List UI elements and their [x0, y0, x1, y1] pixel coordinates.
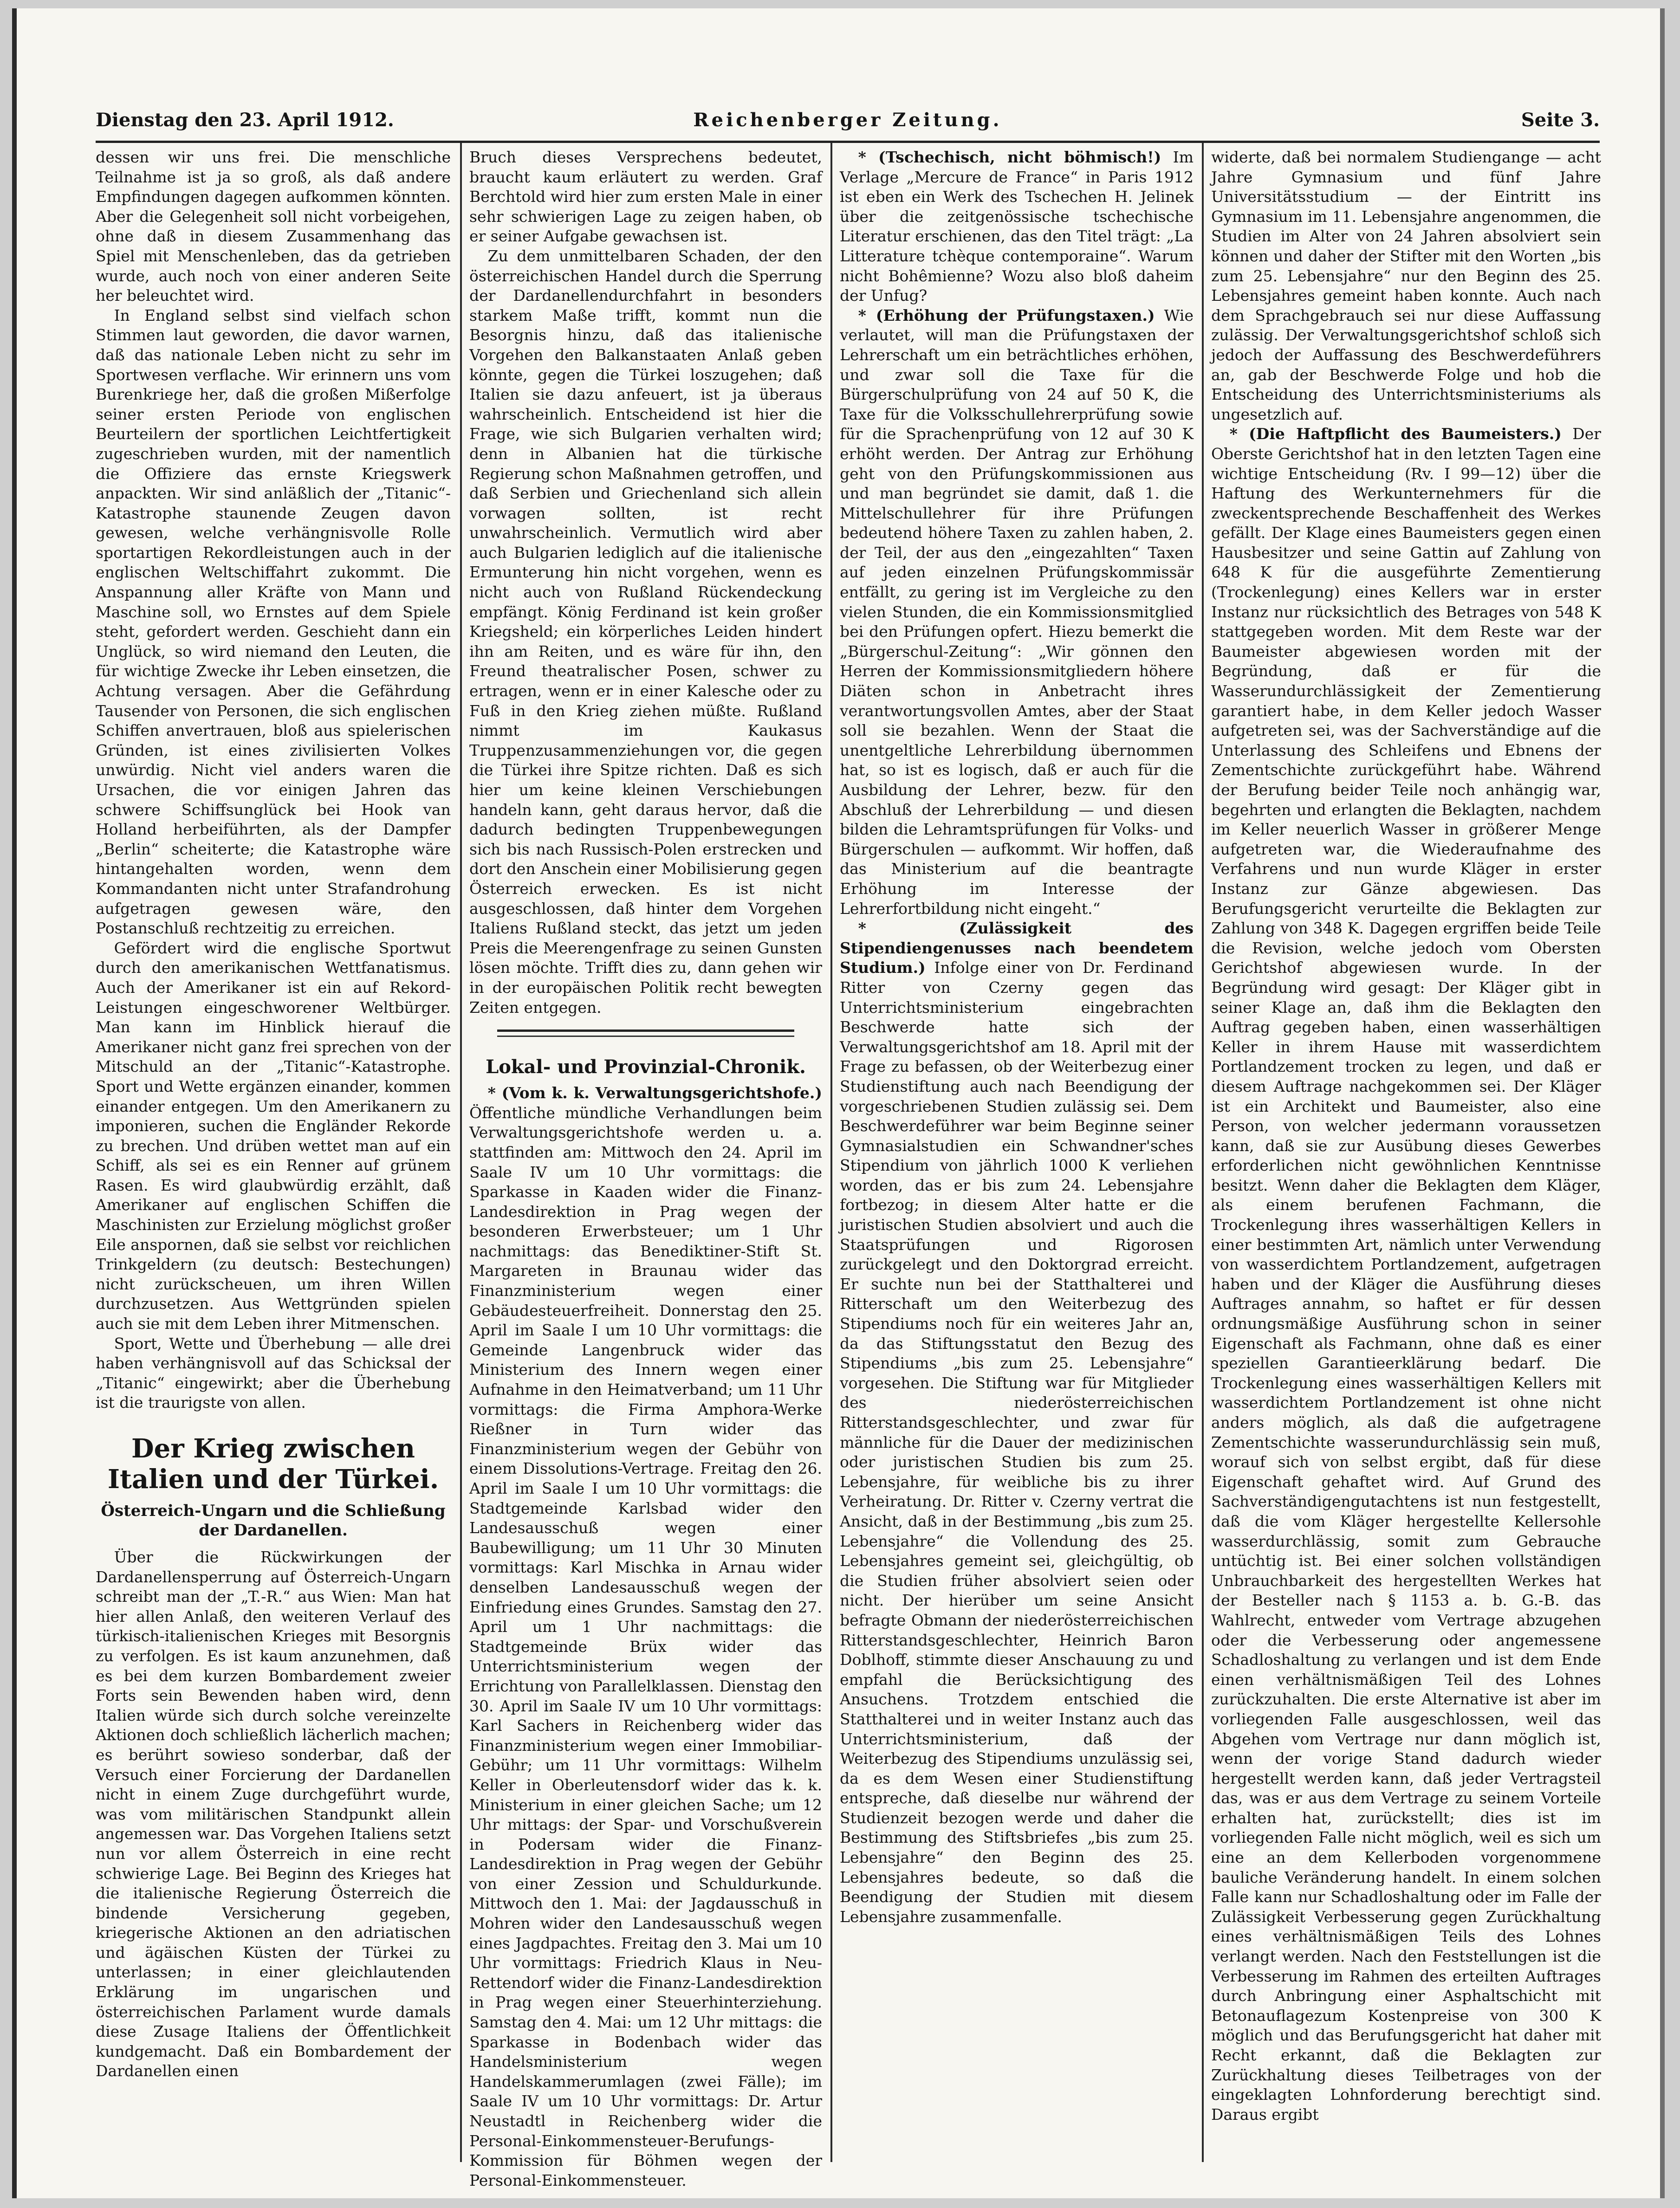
paragraph: Infolge einer von Dr. Ferdinand Ritter von Czerny gegen das Unterrichtsministerium eingebrachten Beschwerde hatte sich der Verwaltungsgerichtshof am 18. April mit der Frage zu befassen, ob der Weiterbezug einer Studienstiftung auch nach Beendigung der vorgeschriebenen Studien zulässig sei. Dem Beschwerdeführer war beim Beginne seiner Gymnasialstudien ein Schwandner'sches Stipendium von jährlich 1000 K verliehen worden, das er bis zum 24. Lebensjahre fortbezog; in diesem Alter hatte er die juristischen Studien absolviert und auch die Staatsprüfungen und Rigorosen zurückgelegt und den Doktorgrad erreicht. Er suchte nun bei der Statthalterei und Ritterschaft um den Weiterbezug des Stipendiums noch für ein weiteres Jahr an, da das Stiftungsstatut den Bezug des Stipendiums „bis zum 25. Lebensjahre“ vorgesehen. Die Stiftung war für Mitglieder des niederösterreichischen Ritterstandsgeschlechter, und zwar für männliche für die Dauer der medizinischen oder juristischen Studien bis zum 25. Lebensjahre, für weibliche bis zu ihrer Verheiratung. Dr. Ritter v. Czerny vertrat die Ansicht, daß in der Bestimmung „bis zum 25. Lebensjahre“ die Vollendung des 25. Lebensjahres gemeint sei, gleichgültig, ob die Studien früher absolviert seien oder nicht. Der hierüber um seine Ansicht befragte Obmann der niederösterreichischen Ritterstandsgeschlechter, Heinrich Baron Doblhoff, stimmte dieser Anschauung zu und empfahl die Berücksichtigung des Ansuchens. Trotzdem entschied die Statthalterei und in weiter Instanz auch das Unterrichtsministerium, daß der Weiterbezug des Stipendiums unzulässig sei, da es dem Wesen einer Studienstiftung entspreche, daß dieselbe nur während der Studienzeit bezogen werde und daher die Bestimmung des Stiftsbriefes „bis zum 25. Lebensjahre“ den Beginn des 25. Lebensjahres bedeute, so daß die Beendigung der Studien mit diesem Lebensjahre zusammenfalle.: [840, 958, 1194, 1926]
paragraph: In England selbst sind vielfach schon Stimmen laut geworden, die davor warnen, daß das nationale Leben nicht zu sehr im Sportwesen verflache. Wir erinnern uns vom Burenkriege her, daß die großen Mißerfolge seiner ersten Periode von englischen Beurteilern der sportlichen Leichtfertigkeit zugeschrieben wurden, mit der namentlich die Offiziere das ernste Kriegswerk anpackten. Wir sind anläßlich der „Titanic“-Katastrophe staunende Zeugen davon gewesen, welche verhängnisvolle Rolle sportartigen Rekordleistungen auch in der englischen Weltschiffahrt zukommt. Die Anspannung aller Kräfte von Mann und Maschine soll, wo Ernstes auf dem Spiele steht, gefordert werden. Geschieht dann ein Unglück, so wird niemand den Leuten, die für wichtige Zwecke ihr Leben einsetzen, die Achtung versagen. Aber die Gefährdung Tausender von Personen, die sich englischen Schiffen anvertrauen, bloß aus spielerischen Gründen, ist eines zivilisierten Volkes unwürdig. Nicht viel anders waren die Ursachen, die vor einigen Jahren das schwere Schiffsunglück bei Hook van Holland herbeiführten, als der Dampfer „Berlin“ scheiterte; die Katastrophe wäre hintangehalten worden, wenn dem Kommandanten nicht unter Strafandrohung aufgetragen gewesen wäre, den Postanschluß rechtzeitig zu erreichen.: [96, 306, 451, 938]
section-divider: [497, 1030, 794, 1032]
paragraph: Wie verlautet, will man die Prüfungstaxen der Lehrerschaft um ein beträchtliches erhöhen, und zwar soll die Taxe für die Bürgerschulprüfung von 24 auf 50 K, die Taxe für die Volksschullehrerprüfung sowie für die Sprachenprüfung von 12 auf 30 K erhöht werden. Der Antrag zur Erhöhung geht von den Prüfungskommissionen aus und man begründet sie damit, daß 1. die Mittelschullehrer für ihre Prüfungen bedeutend höhere Taxen zu zahlen haben, 2. der Teil, der aus den „eingezahlten“ Taxen auf jeden einzelnen Prüfungskommissär entfällt, zu gering ist im Vergleiche zu den vielen Stunden, die ein Kommissionsmitglied bei den Prüfungen opfert. Hiezu bemerkt die „Bürgerschul-Zeitung“: „Wir gönnen den Herren der Kommissionsmitgliedern höhere Diäten schon in Anbetracht ihres verantwortungsvollen Amtes, aber der Staat soll sie bezahlen. Wenn der Staat die unentgeltliche Lehrerbildung übernommen hat, so ist es logisch, daß er auch für die Ausbildung der Lehrer, bezw. für den Abschluß der Lehrerbildung — und diesen bilden die Lehramtsprüfungen für Volks- und Bürgerschulen — aufkommt. Wir hoffen, daß das Ministerium auf die beantragte Erhöhung im Interesse der Lehrerfortbildung nicht eingeht.“: [840, 306, 1194, 918]
column-2: [469, 148, 822, 2189]
paragraph: Bruch dieses Versprechens bedeutet, braucht kaum erläutert zu werden. Graf Berchtold wird hier zum ersten Male in einer sehr schwierigen Lage zu zeigen haben, ob er seiner Aufgabe gewachsen ist.: [469, 148, 822, 246]
paragraph: Über die Rückwirkungen der Dardanellensperrung auf Österreich-Ungarn schreibt man der „T.-R.“ aus Wien: Man hat hier allen Anlaß, den weiteren Verlauf des türkisch-italienischen Krieges mit Besorgnis zu verfolgen. Es ist kaum anzunehmen, daß es bei dem kurzen Bombardement zweier Forts sein Bewenden haben wird, denn Italien würde sich durch solche vereinzelte Aktionen doch schließlich lächerlich machen; es berührt sowieso sonderbar, daß der Versuch einer Forcierung der Dardanellen nicht in einem Zuge durchgeführt wurde, was vom militärischen Standpunkt allein angemessen war. Das Vorgehen Italiens setzt nun vor allem Österreich in eine recht schwierige Lage. Bei Beginn des Krieges hat die italienische Regierung Österreich die bindende Versicherung gegeben, kriegerische Aktionen an den adriatischen und ägäischen Küsten der Türkei zu unterlassen; in einer gleichlautenden Erklärung im ungarischen und österreichischen Parlament wurde damals diese Zusage Italiens der Öffentlichkeit kundgemacht. Daß ein Bombardement der Dardanellen einen: [96, 1548, 451, 2080]
item-rubric: * (Die Haftpflicht des Baumeisters.): [1229, 425, 1562, 443]
item-rubric: * (Vom k. k. Verwaltungsgerichtshofe.): [487, 1084, 822, 1102]
paragraph: Der Oberste Gerichtshof hat in den letzten Tagen eine wichtige Entscheidung (Rv. I 99—12) über die Haftung des Werkunternehmers für die zweckentsprechende Beschaffenheit des Werkes gefällt. Der Klage eines Baumeisters gegen einen Hausbesitzer und seine Gattin auf Zahlung von 648 K für die ausgeführte Zementierung (Trockenlegung) eines Kellers war in erster Instanz nur rücksichtlich des Betrages von 548 K stattgegeben worden. Mit dem Reste war der Baumeister abgewiesen worden mit der Begründung, daß er für die Wasserundurchlässigkeit der Zementierung garantiert habe, in dem Keller jedoch Wasser aufgetreten sei, was der Sachverständige auf die Unterlassung des Schleifens und Ebnens der Zementschichte zurückgeführt habe. Während der Berufung beider Teile noch anhängig war, begehrten und erlangten die Beklagten, nachdem im Keller neuerlich Wasser in größerer Menge aufgetreten war, die Wiederaufnahme des Verfahrens und nun wurde Kläger in erster Instanz zur Gänze abgewiesen. Das Berufungsgericht verurteilte die Beklagten zur Zahlung von 348 K. Dagegen ergriffen beide Teile die Revision, welche jedoch vom Obersten Gerichtshof abgewiesen wurde. In der Begründung wird gesagt: Der Kläger gibt in seiner Klage an, daß ihm die Beklagten den Auftrag gegeben haben, einen wasserhältigen Keller in ihrem Hause mit wasserdichtem Portlandzement trocken zu legen, und daß er diesem Auftrage nachgekommen sei. Der Kläger ist ein Architekt und Baumeister, also eine Person, von welcher jedermann voraussetzen kann, daß sie zur Ausübung dieses Gewerbes erforderlichen nicht gewöhnlichen Kenntnisse besitzt. Wenn daher die Beklagten dem Kläger, als einem berufenen Fachmann, die Trockenlegung ihres wasserhältigen Kellers in einer bestimmten Art, nämlich unter Verwendung von wasserdichtem Portlandzement, aufgetragen haben und der Kläger die Ausführung dieses Auftrages annahm, so haftet er für dessen ordnungsmäßige Ausführung schon in seiner Eigenschaft als Fachmann, ohne daß es einer speziellen Garantieerklärung bedarf. Die Trockenlegung eines wasserhältigen Kellers mit wasserdichtem Portlandzement ist ohne nicht anders möglich, als daß die aufgetragene Zementschichte wasserundurchlässig sein muß, worauf sich von selbst ergibt, daß für diese Eigenschaft gehaftet wird. Auf Grund des Sachverständigengutachtens ist nun festgestellt, daß die vom Kläger hergestellte Kellersohle wasserdurchlässig, somit zum Gebrauche untüchtig ist. Bei einer solchen vollständigen Unbrauchbarkeit des hergestellten Werkes hat der Besteller nach § 1153 a. b. G.-B. das Wahlrecht, entweder vom Vertrage abzugehen oder die Verbesserung oder angemessene Schadloshaltung zu verlangen und ist dem Ende einen verhältnismäßigen Teil des Lohnes zurückzuhalten. Die erste Alternative ist aber im vorliegenden Falle ausgeschlossen, weil das Abgehen vom Vertrage nur dann möglich ist, wenn der vorige Stand dadurch wieder hergestellt werden kann, daß jeder Vertragsteil das, was er aus dem Vertrage zu seinem Vorteile erhalten hat, zurückstellt; dies ist im vorliegenden Falle nicht möglich, weil es sich um eine an dem Kellerboden vorgenommene bauliche Veränderung handelt. In einem solchen Falle kann nur Schadloshaltung oder im Falle der Zulässigkeit Verbesserung gegen Zurückhaltung eines verhältnismäßigen Teils des Lohnes verlangt werden. Nach den Feststellungen ist die Verbesserung im Rahmen des erteilten Auftrages durch Anbringung einer Asphaltschicht mit Betonauflagezum Kostenpreise von 300 K möglich und das Berufungsgericht hat daher mit Recht erkannt, daß die Beklagten zur Zurückhaltung dieses Teilbetrages von der eingeklagten Lohnforderung berechtigt sind. Daraus ergibt: [1211, 425, 1601, 2124]
page-number: Seite 3.: [1521, 109, 1600, 131]
paragraph: Gefördert wird die englische Sportwut durch den amerikanischen Wettfanatismus. Auch der Amerikaner ist ein auf Rekord-Leistungen eingeschworener Weltbürger. Man kann im Hinblick hierauf die Amerikaner nicht ganz frei sprechen von der Mitschuld an der „Titanic“-Katastrophe. Sport und Wette ergänzen einander, kommen einander entgegen. Um den Amerikanern zu imponieren, suchen die Engländer Rekorde zu brechen. Und drüben wettet man auf ein Schiff, als sei es ein Renner auf grünem Rasen. Es wird glaubwürdig erzählt, daß Amerikaner auf englischen Schiffen die Maschinisten zur Erzielung möglichst großer Eile anspornen, daß sie selbst vor reichlichen Trinkgeldern (zu deutsch: Bestechungen) nicht zurückscheuen, um ihren Willen durchzusetzen. Aus Wettgründen spielen auch sie mit dem Leben ihrer Mitmenschen.: [96, 939, 451, 1333]
paragraph: Öffentliche mündliche Verhandlungen beim Verwaltungsgerichtshofe werden u. a. stattfinden am: Mittwoch den 24. April im Saale IV um 10 Uhr vormittags: die Sparkasse in Kaaden wider die Finanz-Landesdirektion in Prag wegen der besonderen Erwerbsteuer; um 1 Uhr nachmittags: das Benediktiner-Stift St. Margareten in Braunau wider das Finanzministerium wegen einer Gebäudesteuerfreiheit. Donnerstag den 25. April im Saale I um 10 Uhr vormittags: die Gemeinde Langenbruck wider das Ministerium des Innern wegen einer Aufnahme in den Heimatverband; um 11 Uhr vormittags: die Firma Amphora-Werke Rießner in Turn wider das Finanzministerium wegen der Gebühr von einem Dissolutions-Vertrage. Freitag den 26. April im Saale I um 10 Uhr vormittags: die Stadtgemeinde Karlsbad wider den Landesausschuß wegen einer Baubewilligung; um 11 Uhr 30 Minuten vormittags: Karl Mischka in Arnau wider denselben Landesausschuß wegen der Einfriedung eines Grundes. Samstag den 27. April um 1 Uhr nachmittags: die Stadtgemeinde Brüx wider das Unterrichtsministerium wegen der Errichtung von Parallelklassen. Dienstag den 30. April im Saale IV um 10 Uhr vormittags: Karl Sachers in Reichenberg wider das Finanzministerium wegen einer Immobiliar-Gebühr; um 11 Uhr vormittags: Wilhelm Keller in Oberleutensdorf wider das k. k. Ministerium in einer gleichen Sache; um 12 Uhr mittags: der Spar- und Vorschußverein in Podersam wider die Finanz-Landesdirektion in Prag wegen der Gebühr von einer Zession und Schuldurkunde. Mittwoch den 1. Mai: der Jagdausschuß in Mohren wider den Landesausschuß wegen eines Jagdpachtes. Freitag den 3. Mai um 10 Uhr vormittags: Friedrich Klaus in Neu-Rettendorf wider die Finanz-Landesdirektion in Prag wegen einer Steuerhinterziehung. Samstag den 4. Mai: um 12 Uhr mittags: die Sparkasse in Bodenbach wider das Handelsministerium wegen Handelskammerumlagen (zwei Fälle); im Saale IV um 10 Uhr vormittags: Dr. Artur Neustadtl in Reichenberg wider die Personal-Einkommensteuer-Berufungs-Kommission für Böhmen wegen der Personal-Einkommensteuer.: [469, 1103, 822, 2189]
item-rubric: * (Tschechisch, nicht böhmisch!): [858, 148, 1161, 166]
paragraph: Zu dem unmittelbaren Schaden, der den österreichischen Handel durch die Sperrung der Dardanellendurchfahrt in besonders starkem Maße trifft, kommt nun die Besorgnis hinzu, daß das italienische Vorgehen den Balkanstaaten Anlaß geben könnte, gegen die Türkei loszugehen; daß Italien sie dazu anfeuert, ist ja überaus wahrscheinlich. Entscheidend ist hier die Frage, wie sich Bulgarien verhalten wird; denn in Albanien hat die türkische Regierung schon Maßnahmen getroffen, und daß Serbien und Griechenland sich allein vorwagen sollten, ist recht unwahrscheinlich. Vermutlich wird aber auch Bulgarien lediglich auf die italienische Ermunterung hin nicht vorgehen, wenn es nicht auch von Rußland Rückendeckung empfängt. König Ferdinand ist kein großer Kriegsheld; ein körperliches Leiden hindert ihn am Reiten, und es wäre für ihn, den Freund theatralischer Posen, schwer zu ertragen, wenn er in einer Kalesche oder zu Fuß in den Krieg ziehen müßte. Rußland nimmt im Kaukasus Truppenzusammenziehungen vor, die gegen die Türkei ihre Spitze richten. Daß es sich hier um keine kleinen Verschiebungen handeln kann, geht daraus hervor, daß die dadurch bedingten Truppenbewegungen sich bis nach Russisch-Polen erstrecken und dort den Anschein einer Mobilisierung gegen Österreich erwecken. Es ist nicht ausgeschlossen, daß hinter dem Vorgehen Italiens Rußland steckt, das jetzt um jeden Preis die Meerengenfrage zu seinen Gunsten lösen möchte. Trifft dies zu, dann gehen wir in der europäischen Politik recht bewegten Zeiten entgegen.: [469, 246, 822, 1017]
article-headline: Der Krieg zwischen Italien und der Türkei.: [107, 1433, 439, 1495]
paragraph: Sport, Wette und Überhebung — alle drei haben verhängnisvoll auf das Schicksal der „Titanic“ eingewirkt; aber die Überhebung ist die traurigste von allen.: [96, 1334, 451, 1412]
column-4: [1211, 148, 1601, 2162]
column-rule: [1202, 143, 1204, 2162]
paragraph: widerte, daß bei normalem Studiengange — acht Jahre Gymnasium und fünf Jahre Universitätsstudium — der Eintritt ins Gymnasium im 11. Lebensjahre angenommen, die Studien im Alter von 24 Jahren absolviert sein können und daher der Stifter mit den Worten „bis zum 25. Lebensjahre“ nur den Beginn des 25. Lebensjahres gemeint haben konnte. Auch nach dem Sprachgebrauch sei nur diese Auffassung zulässig. Der Verwaltungsgerichtshof schloß sich jedoch der Auffassung des Beschwerdeführers an, gab der Beschwerde Folge und hob die Entscheidung des Unterrichtsministeriums als ungesetzlich auf.: [1211, 148, 1601, 423]
page-header: [96, 104, 1600, 143]
column-rule: [830, 143, 832, 2162]
item-rubric: * (Erhöhung der Prüfungstaxen.): [858, 306, 1155, 324]
newspaper-page: [12, 8, 1665, 2198]
column-1: [96, 148, 451, 2162]
paragraph: dessen wir uns frei. Die menschliche Teilnahme ist ja so groß, als daß andere Empfindungen dagegen aufkommen könnten. Aber die Gelegenheit soll nicht vorbeigehen, ohne daß in diesem Zusammenhang das Spiel mit Menschenleben, das da getrieben wurde, auch noch von einer anderen Seite her beleuchtet wird.: [96, 148, 451, 305]
section-divider: [497, 1036, 794, 1037]
column-3: [840, 148, 1194, 2162]
column-rule: [460, 143, 462, 2162]
article-subheadline: Österreich-Ungarn und die Schließung der Dardanellen.: [101, 1502, 446, 1540]
section-heading: Lokal- und Provinzial-Chronik.: [486, 1056, 806, 1078]
item-rubric: * (Zulässigkeit des Stipendiengenusses nach beendetem Studium.): [840, 919, 1194, 977]
newspaper-name: Reichenberger Zeitung.: [693, 109, 1002, 131]
issue-date: Dienstag den 23. April 1912.: [96, 109, 394, 131]
paragraph: Im Verlage „Mercure de France“ in Paris 1912 ist eben ein Werk des Tschechen H. Jelinek über die zeitgenössische tschechische Literatur erschienen, das den Titel trägt: „La Litterature tchèque contemporaine“. Warum nicht Bohêmienne? Wozu also bloß daheim der Unfug?: [840, 148, 1194, 305]
